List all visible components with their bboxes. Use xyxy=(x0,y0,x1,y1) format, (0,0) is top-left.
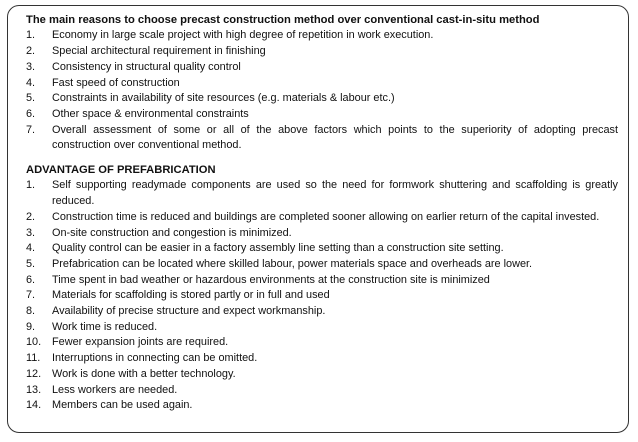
list-text: Constraints in availability of site resources (e.g. materials & labour etc.) xyxy=(52,92,395,105)
list-number: 10. xyxy=(26,336,42,349)
list-number: 5. xyxy=(26,92,36,105)
list-number: 3. xyxy=(26,60,36,73)
list-number: 9. xyxy=(26,320,36,333)
list-item xyxy=(26,241,618,257)
list-number: 4. xyxy=(26,242,36,255)
list-number: 3. xyxy=(26,226,36,239)
list-item xyxy=(26,226,618,242)
list-text: Materials for scaffolding is stored partly or in full and used xyxy=(52,289,330,302)
list-item xyxy=(26,320,618,336)
list-number: 8. xyxy=(26,305,36,318)
prefab-advantages-list xyxy=(26,178,618,414)
list-item xyxy=(26,335,618,351)
list-item xyxy=(26,288,618,304)
list-text: Work is done with a better technology. xyxy=(52,367,236,380)
list-number: 2. xyxy=(26,210,36,223)
list-number: 1. xyxy=(26,29,36,42)
list-number: 4. xyxy=(26,76,36,89)
list-number: 2. xyxy=(26,45,36,58)
list-text: Time spent in bad weather or hazardous environments at the construction site is minimized xyxy=(52,273,490,286)
list-text: Less workers are needed. xyxy=(52,383,178,396)
list-text: Other space & environmental constraints xyxy=(52,107,249,120)
list-number: 6. xyxy=(26,273,36,286)
list-number: 13. xyxy=(26,383,42,396)
list-item xyxy=(26,91,618,107)
list-item xyxy=(26,28,618,44)
list-text: Interruptions in connecting can be omitted. xyxy=(52,352,258,365)
list-number: 7. xyxy=(26,289,36,302)
section-heading-precast-reasons: The main reasons to choose precast construction method over conventional cast-in-situ method xyxy=(26,14,540,26)
list-item xyxy=(26,123,618,154)
list-number: 7. xyxy=(26,123,36,136)
list-item xyxy=(26,257,618,273)
list-text: Self supporting readymade components are used so the need for formwork shuttering and scaffolding is greatly reduced. xyxy=(52,179,618,208)
list-text: Quality control can be easier in a factory assembly line setting than a construction site setting. xyxy=(52,242,504,255)
list-item xyxy=(26,383,618,399)
list-number: 5. xyxy=(26,257,36,270)
list-text: Members can be used again. xyxy=(52,399,193,412)
list-number: 14. xyxy=(26,399,42,412)
precast-reasons-list xyxy=(26,28,618,154)
document-frame xyxy=(7,5,629,433)
list-item xyxy=(26,178,618,209)
list-number: 11. xyxy=(26,352,41,365)
list-number: 1. xyxy=(26,179,36,192)
list-text: Special architectural requirement in finishing xyxy=(52,45,266,58)
list-number: 6. xyxy=(26,107,36,120)
list-text: Economy in large scale project with high degree of repetition in work execution. xyxy=(52,29,434,42)
list-text: Fast speed of construction xyxy=(52,76,180,89)
list-text: Work time is reduced. xyxy=(52,320,158,333)
list-item xyxy=(26,210,618,226)
list-text: On-site construction and congestion is minimized. xyxy=(52,226,292,239)
list-text: Availability of precise structure and expect workmanship. xyxy=(52,305,326,318)
list-item xyxy=(26,367,618,383)
list-item xyxy=(26,60,618,76)
list-text: Prefabrication can be located where skilled labour, power materials space and overheads are lower. xyxy=(52,257,533,270)
list-text: Consistency in structural quality control xyxy=(52,60,241,73)
list-item xyxy=(26,76,618,92)
list-item xyxy=(26,398,618,414)
list-number: 12. xyxy=(26,367,42,380)
list-text: Overall assessment of some or all of the above factors which points to the superiority of adopting precast construction over conventional method. xyxy=(52,123,618,152)
list-item xyxy=(26,304,618,320)
list-text: Construction time is reduced and buildings are completed sooner allowing on earlier return of the capital invested. xyxy=(52,210,600,223)
list-item xyxy=(26,273,618,289)
list-text: Fewer expansion joints are required. xyxy=(52,336,229,349)
section-heading-prefab-advantages: ADVANTAGE OF PREFABRICATION xyxy=(26,164,216,177)
list-item xyxy=(26,351,618,367)
list-item xyxy=(26,44,618,60)
list-item xyxy=(26,107,618,123)
